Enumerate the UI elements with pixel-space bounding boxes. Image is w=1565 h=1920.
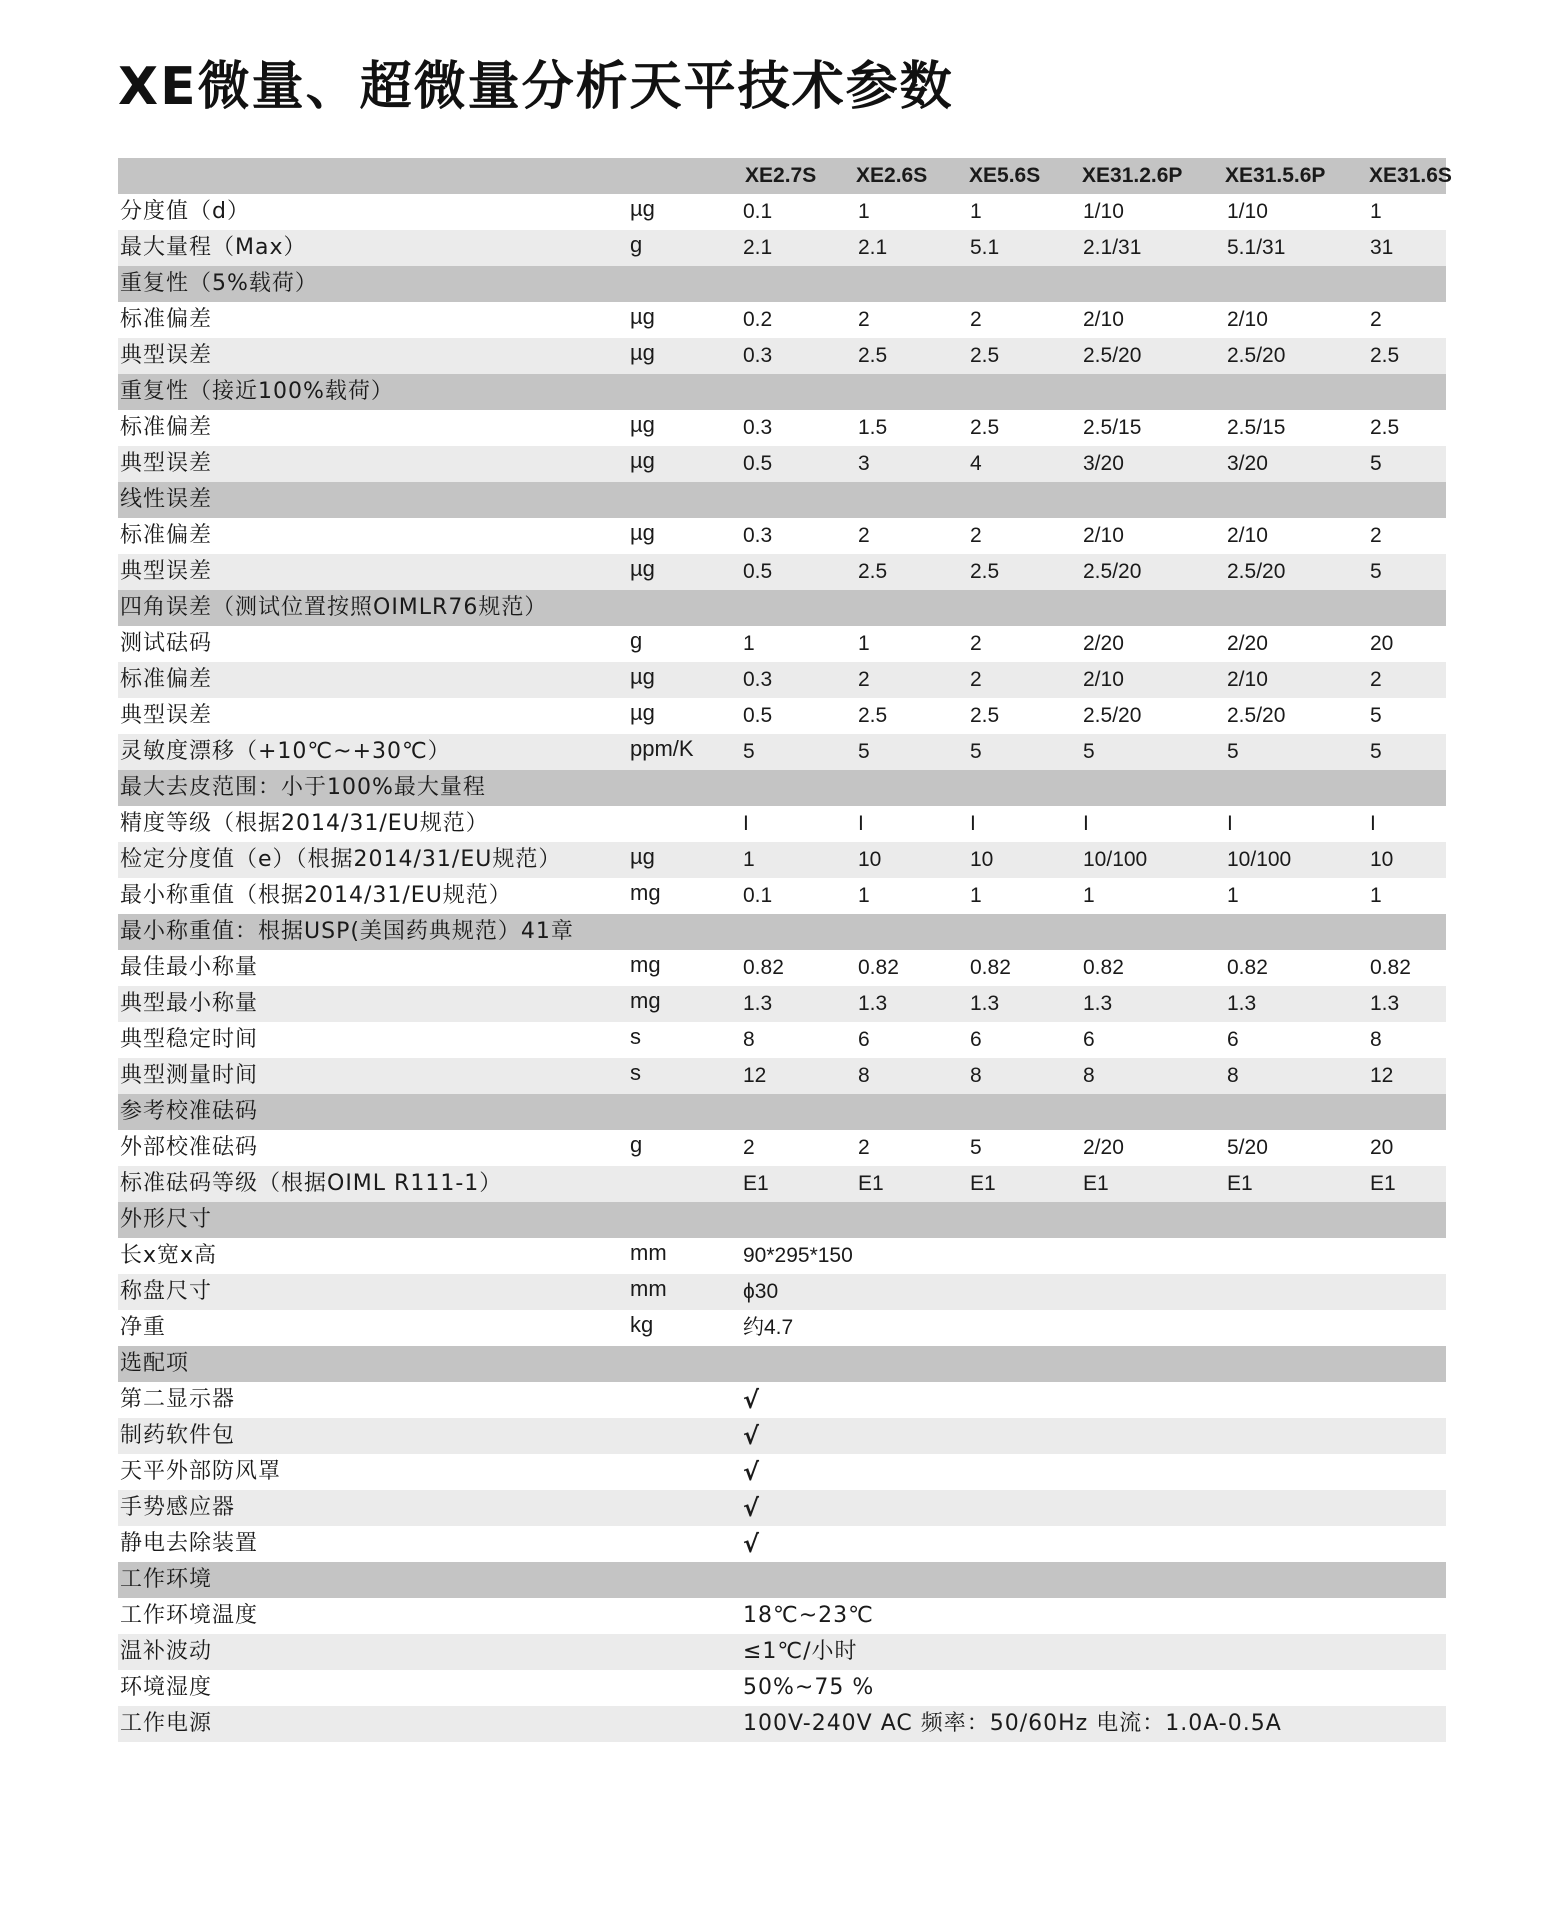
row-label: 手势感应器 bbox=[120, 1495, 236, 1520]
model-header: XE5.6S bbox=[969, 164, 1041, 187]
value-cell: 2/10 bbox=[1227, 524, 1268, 547]
value-cell: 5.1 bbox=[970, 236, 1000, 259]
value-cell: 6 bbox=[1227, 1028, 1239, 1051]
value-cell: 5 bbox=[1083, 740, 1095, 763]
unit-cell: µg bbox=[630, 340, 655, 365]
row-label: 测试砝码 bbox=[120, 631, 213, 656]
unit-cell: mm bbox=[630, 1240, 667, 1265]
section-row bbox=[118, 374, 1446, 410]
row-label: 标准偏差 bbox=[120, 667, 213, 692]
section-row bbox=[118, 914, 1446, 950]
table-row bbox=[118, 1634, 1446, 1670]
value-cell: 2 bbox=[970, 524, 982, 547]
value-cell: 100V-240V AC 频率：50/60Hz 电流：1.0A-0.5A bbox=[743, 1711, 1282, 1736]
value-cell: 20 bbox=[1370, 1136, 1394, 1159]
value-cell: 31 bbox=[1370, 236, 1394, 259]
section-label: 四角误差（测试位置按照OIMLR76规范） bbox=[120, 595, 548, 620]
value-cell: 8 bbox=[858, 1064, 870, 1087]
row-label: 标准偏差 bbox=[120, 307, 213, 332]
value-cell: 2.5 bbox=[858, 560, 888, 583]
value-cell: 2 bbox=[1370, 668, 1382, 691]
unit-cell: µg bbox=[630, 664, 655, 689]
value-cell: 8 bbox=[743, 1028, 755, 1051]
value-cell: 2 bbox=[858, 524, 870, 547]
value-cell: 50%~75 % bbox=[743, 1675, 875, 1700]
section-row bbox=[118, 590, 1446, 626]
value-cell: 1.3 bbox=[1083, 992, 1113, 1015]
table-row bbox=[118, 1130, 1446, 1166]
row-label: 最小称重值（根据2014/31/EU规范） bbox=[120, 883, 512, 908]
value-cell: 3/20 bbox=[1227, 452, 1268, 475]
row-label: 净重 bbox=[120, 1315, 167, 1340]
value-cell: 2.5 bbox=[970, 416, 1000, 439]
value-cell: E1 bbox=[1370, 1172, 1396, 1195]
section-label: 外形尺寸 bbox=[120, 1207, 213, 1232]
value-cell: 18℃~23℃ bbox=[743, 1603, 874, 1628]
value-cell: I bbox=[743, 812, 749, 835]
unit-cell: µg bbox=[630, 412, 655, 437]
value-cell: 10/100 bbox=[1083, 848, 1148, 871]
table-row bbox=[118, 1166, 1446, 1202]
check-mark: √ bbox=[743, 1458, 760, 1486]
value-cell: 12 bbox=[1370, 1064, 1394, 1087]
value-cell: 8 bbox=[1370, 1028, 1382, 1051]
section-label: 重复性（5%载荷） bbox=[120, 271, 318, 296]
value-cell: 1 bbox=[970, 884, 982, 907]
row-label: 标准砝码等级（根据OIML R111-1） bbox=[120, 1171, 503, 1196]
value-cell: 2.5/20 bbox=[1083, 344, 1142, 367]
value-cell: 1 bbox=[743, 848, 755, 871]
value-cell: 12 bbox=[743, 1064, 767, 1087]
value-cell: 0.82 bbox=[1083, 956, 1124, 979]
section-row bbox=[118, 1562, 1446, 1598]
unit-cell: µg bbox=[630, 844, 655, 869]
unit-cell: s bbox=[630, 1024, 641, 1049]
value-cell: 2 bbox=[970, 668, 982, 691]
section-label: 线性误差 bbox=[120, 487, 213, 512]
value-cell: ϕ30 bbox=[743, 1280, 779, 1303]
value-cell: 2/10 bbox=[1083, 668, 1124, 691]
value-cell: 2.5/20 bbox=[1083, 560, 1142, 583]
model-header: XE31.6S bbox=[1369, 164, 1452, 187]
table-row bbox=[118, 1598, 1446, 1634]
row-label: 静电去除装置 bbox=[120, 1531, 259, 1556]
value-cell: 2.5 bbox=[970, 560, 1000, 583]
value-cell: 2 bbox=[1370, 308, 1382, 331]
table-row bbox=[118, 662, 1446, 698]
section-label: 工作环境 bbox=[120, 1567, 213, 1592]
value-cell: 约4.7 bbox=[743, 1316, 794, 1339]
value-cell: 1.3 bbox=[1227, 992, 1257, 1015]
value-cell: 2.5/15 bbox=[1083, 416, 1142, 439]
value-cell: 8 bbox=[1083, 1064, 1095, 1087]
value-cell: 0.2 bbox=[743, 308, 773, 331]
unit-cell: µg bbox=[630, 448, 655, 473]
value-cell: 4 bbox=[970, 452, 982, 475]
value-cell: I bbox=[1370, 812, 1376, 835]
section-label: 最小称重值：根据USP(美国药典规范）41章 bbox=[120, 919, 574, 944]
value-cell: 20 bbox=[1370, 632, 1394, 655]
table-row bbox=[118, 1382, 1446, 1418]
table-row bbox=[118, 950, 1446, 986]
model-header: XE2.7S bbox=[745, 164, 817, 187]
table-row bbox=[118, 698, 1446, 734]
section-row bbox=[118, 1094, 1446, 1130]
table-row bbox=[118, 1022, 1446, 1058]
value-cell: 2/10 bbox=[1083, 308, 1124, 331]
table-row bbox=[118, 194, 1446, 230]
value-cell: 0.1 bbox=[743, 884, 773, 907]
unit-cell: mg bbox=[630, 952, 661, 977]
row-label: 称盘尺寸 bbox=[120, 1279, 213, 1304]
unit-cell: µg bbox=[630, 700, 655, 725]
value-cell: 2 bbox=[858, 1136, 870, 1159]
value-cell: 6 bbox=[1083, 1028, 1095, 1051]
value-cell: 2/20 bbox=[1083, 632, 1124, 655]
value-cell: 5 bbox=[1370, 740, 1382, 763]
value-cell: 1.3 bbox=[743, 992, 773, 1015]
row-label: 精度等级（根据2014/31/EU规范） bbox=[120, 811, 489, 836]
table-row bbox=[118, 878, 1446, 914]
value-cell: 2.5/20 bbox=[1227, 560, 1286, 583]
value-cell: 0.3 bbox=[743, 344, 773, 367]
row-label: 工作电源 bbox=[120, 1711, 213, 1736]
value-cell: 2 bbox=[1370, 524, 1382, 547]
value-cell: 2.5/20 bbox=[1083, 704, 1142, 727]
section-label: 参考校准砝码 bbox=[120, 1099, 259, 1124]
value-cell: ≤1℃/小时 bbox=[743, 1639, 858, 1664]
value-cell: 2.5 bbox=[858, 704, 888, 727]
row-label: 长x宽x高 bbox=[120, 1243, 218, 1268]
row-label: 典型测量时间 bbox=[120, 1063, 259, 1088]
value-cell: 1 bbox=[1370, 884, 1382, 907]
value-cell: 5 bbox=[1227, 740, 1239, 763]
unit-cell: µg bbox=[630, 556, 655, 581]
unit-cell: s bbox=[630, 1060, 641, 1085]
table-row bbox=[118, 338, 1446, 374]
unit-cell: mg bbox=[630, 988, 661, 1013]
table-row bbox=[118, 410, 1446, 446]
value-cell: 0.82 bbox=[1227, 956, 1268, 979]
row-label: 典型最小称量 bbox=[120, 991, 259, 1016]
row-label: 标准偏差 bbox=[120, 523, 213, 548]
unit-cell: µg bbox=[630, 304, 655, 329]
value-cell: 2.1 bbox=[858, 236, 888, 259]
value-cell: E1 bbox=[1083, 1172, 1109, 1195]
table-row bbox=[118, 842, 1446, 878]
section-row bbox=[118, 1202, 1446, 1238]
value-cell: 1 bbox=[1083, 884, 1095, 907]
table-row bbox=[118, 626, 1446, 662]
row-label: 第二显示器 bbox=[120, 1387, 236, 1412]
table-row bbox=[118, 1310, 1446, 1346]
value-cell: I bbox=[1227, 812, 1233, 835]
unit-cell: g bbox=[630, 1132, 643, 1157]
value-cell: 0.82 bbox=[858, 956, 899, 979]
value-cell: 2/20 bbox=[1083, 1136, 1124, 1159]
value-cell: 1/10 bbox=[1227, 200, 1268, 223]
table-row bbox=[118, 554, 1446, 590]
value-cell: 5 bbox=[858, 740, 870, 763]
row-label: 典型误差 bbox=[120, 703, 213, 728]
value-cell: 5/20 bbox=[1227, 1136, 1268, 1159]
value-cell: 0.5 bbox=[743, 452, 773, 475]
value-cell: 1 bbox=[858, 200, 870, 223]
value-cell: 0.82 bbox=[1370, 956, 1411, 979]
value-cell: 2.5/20 bbox=[1227, 704, 1286, 727]
section-row bbox=[118, 770, 1446, 806]
value-cell: 1/10 bbox=[1083, 200, 1124, 223]
table-row bbox=[118, 986, 1446, 1022]
value-cell: 2 bbox=[858, 668, 870, 691]
value-cell: 1.3 bbox=[858, 992, 888, 1015]
check-mark: √ bbox=[743, 1422, 760, 1450]
row-label: 外部校准砝码 bbox=[120, 1135, 259, 1160]
table-row bbox=[118, 1670, 1446, 1706]
value-cell: 1.3 bbox=[1370, 992, 1400, 1015]
section-row bbox=[118, 1346, 1446, 1382]
value-cell: 5 bbox=[743, 740, 755, 763]
table-row bbox=[118, 446, 1446, 482]
unit-cell: ppm/K bbox=[630, 736, 694, 761]
row-label: 温补波动 bbox=[120, 1639, 213, 1664]
section-label: 选配项 bbox=[120, 1351, 190, 1376]
row-label: 检定分度值（e）（根据2014/31/EU规范） bbox=[120, 847, 562, 872]
value-cell: 1 bbox=[858, 884, 870, 907]
row-label: 工作环境温度 bbox=[120, 1603, 259, 1628]
row-label: 制药软件包 bbox=[120, 1423, 236, 1448]
unit-cell: g bbox=[630, 232, 643, 257]
unit-cell: g bbox=[630, 628, 643, 653]
section-row bbox=[118, 266, 1446, 302]
table-row bbox=[118, 518, 1446, 554]
value-cell: 0.5 bbox=[743, 560, 773, 583]
value-cell: 3 bbox=[858, 452, 870, 475]
value-cell: 8 bbox=[970, 1064, 982, 1087]
unit-cell: µg bbox=[630, 520, 655, 545]
value-cell: 2/10 bbox=[1227, 308, 1268, 331]
table-row bbox=[118, 1526, 1446, 1562]
value-cell: 3/20 bbox=[1083, 452, 1124, 475]
row-label: 最大量程（Max） bbox=[120, 235, 307, 260]
row-label: 典型稳定时间 bbox=[120, 1027, 259, 1052]
value-cell: 5.1/31 bbox=[1227, 236, 1286, 259]
value-cell: 2 bbox=[970, 632, 982, 655]
row-label: 分度值（d） bbox=[120, 199, 250, 224]
value-cell: 1.5 bbox=[858, 416, 888, 439]
check-mark: √ bbox=[743, 1530, 760, 1558]
value-cell: 0.5 bbox=[743, 704, 773, 727]
value-cell: 2.5 bbox=[1370, 416, 1400, 439]
page-title: XE微量、超微量分析天平技术参数 bbox=[118, 57, 954, 117]
value-cell: 2/10 bbox=[1227, 668, 1268, 691]
value-cell: 2.5 bbox=[1370, 344, 1400, 367]
spec-table bbox=[118, 158, 1452, 1742]
value-cell: 10 bbox=[858, 848, 882, 871]
value-cell: E1 bbox=[970, 1172, 996, 1195]
value-cell: 0.82 bbox=[970, 956, 1011, 979]
value-cell: 2.5/15 bbox=[1227, 416, 1286, 439]
model-header: XE31.2.6P bbox=[1082, 164, 1183, 187]
section-row bbox=[118, 482, 1446, 518]
value-cell: 5 bbox=[1370, 560, 1382, 583]
value-cell: 0.1 bbox=[743, 200, 773, 223]
value-cell: E1 bbox=[1227, 1172, 1253, 1195]
value-cell: 1 bbox=[1227, 884, 1239, 907]
value-cell: E1 bbox=[858, 1172, 884, 1195]
table-row bbox=[118, 806, 1446, 842]
table-row bbox=[118, 1274, 1446, 1310]
table-row bbox=[118, 1706, 1446, 1742]
value-cell: 1.3 bbox=[970, 992, 1000, 1015]
value-cell: 5 bbox=[1370, 452, 1382, 475]
value-cell: I bbox=[1083, 812, 1089, 835]
value-cell: 1 bbox=[970, 200, 982, 223]
value-cell: 10 bbox=[970, 848, 994, 871]
row-label: 标准偏差 bbox=[120, 415, 213, 440]
row-label: 典型误差 bbox=[120, 343, 213, 368]
row-label: 环境湿度 bbox=[120, 1675, 213, 1700]
table-row bbox=[118, 1238, 1446, 1274]
row-label: 最佳最小称量 bbox=[120, 955, 259, 980]
value-cell: 2 bbox=[858, 308, 870, 331]
table-row bbox=[118, 1490, 1446, 1526]
check-mark: √ bbox=[743, 1386, 760, 1414]
value-cell: 2.5/20 bbox=[1227, 344, 1286, 367]
value-cell: 0.3 bbox=[743, 524, 773, 547]
value-cell: 10/100 bbox=[1227, 848, 1292, 871]
value-cell: 2.1 bbox=[743, 236, 773, 259]
model-header: XE2.6S bbox=[856, 164, 928, 187]
value-cell: 1 bbox=[743, 632, 755, 655]
value-cell: 5 bbox=[970, 740, 982, 763]
row-label: 典型误差 bbox=[120, 451, 213, 476]
row-label: 典型误差 bbox=[120, 559, 213, 584]
value-cell: 6 bbox=[858, 1028, 870, 1051]
table-row bbox=[118, 734, 1446, 770]
value-cell: 2.1/31 bbox=[1083, 236, 1142, 259]
unit-cell: mg bbox=[630, 880, 661, 905]
value-cell: 6 bbox=[970, 1028, 982, 1051]
value-cell: 2 bbox=[970, 308, 982, 331]
check-mark: √ bbox=[743, 1494, 760, 1522]
unit-cell: mm bbox=[630, 1276, 667, 1301]
value-cell: 2.5 bbox=[970, 704, 1000, 727]
value-cell: 5 bbox=[970, 1136, 982, 1159]
value-cell: 5 bbox=[1370, 704, 1382, 727]
value-cell: 1 bbox=[1370, 200, 1382, 223]
value-cell: 2.5 bbox=[970, 344, 1000, 367]
table-row bbox=[118, 1418, 1446, 1454]
value-cell: 0.3 bbox=[743, 668, 773, 691]
table-row bbox=[118, 302, 1446, 338]
value-cell: 2 bbox=[743, 1136, 755, 1159]
section-label: 重复性（接近100%载荷） bbox=[120, 379, 394, 404]
value-cell: 2.5 bbox=[858, 344, 888, 367]
table-header bbox=[118, 158, 1452, 194]
value-cell: 2/20 bbox=[1227, 632, 1268, 655]
value-cell: 8 bbox=[1227, 1064, 1239, 1087]
model-header: XE31.5.6P bbox=[1225, 164, 1326, 187]
table-row bbox=[118, 1454, 1446, 1490]
table-row bbox=[118, 230, 1446, 266]
unit-cell: kg bbox=[630, 1312, 654, 1337]
row-label: 天平外部防风罩 bbox=[120, 1459, 282, 1484]
table-row bbox=[118, 1058, 1446, 1094]
row-label: 灵敏度漂移（+10℃~+30℃） bbox=[120, 739, 451, 764]
value-cell: 1 bbox=[858, 632, 870, 655]
value-cell: 0.3 bbox=[743, 416, 773, 439]
unit-cell: µg bbox=[630, 196, 655, 221]
value-cell: I bbox=[970, 812, 976, 835]
value-cell: 90*295*150 bbox=[743, 1244, 853, 1267]
section-label: 最大去皮范围：小于100%最大量程 bbox=[120, 775, 486, 800]
value-cell: I bbox=[858, 812, 864, 835]
value-cell: 2/10 bbox=[1083, 524, 1124, 547]
value-cell: 0.82 bbox=[743, 956, 784, 979]
value-cell: E1 bbox=[743, 1172, 769, 1195]
value-cell: 10 bbox=[1370, 848, 1394, 871]
